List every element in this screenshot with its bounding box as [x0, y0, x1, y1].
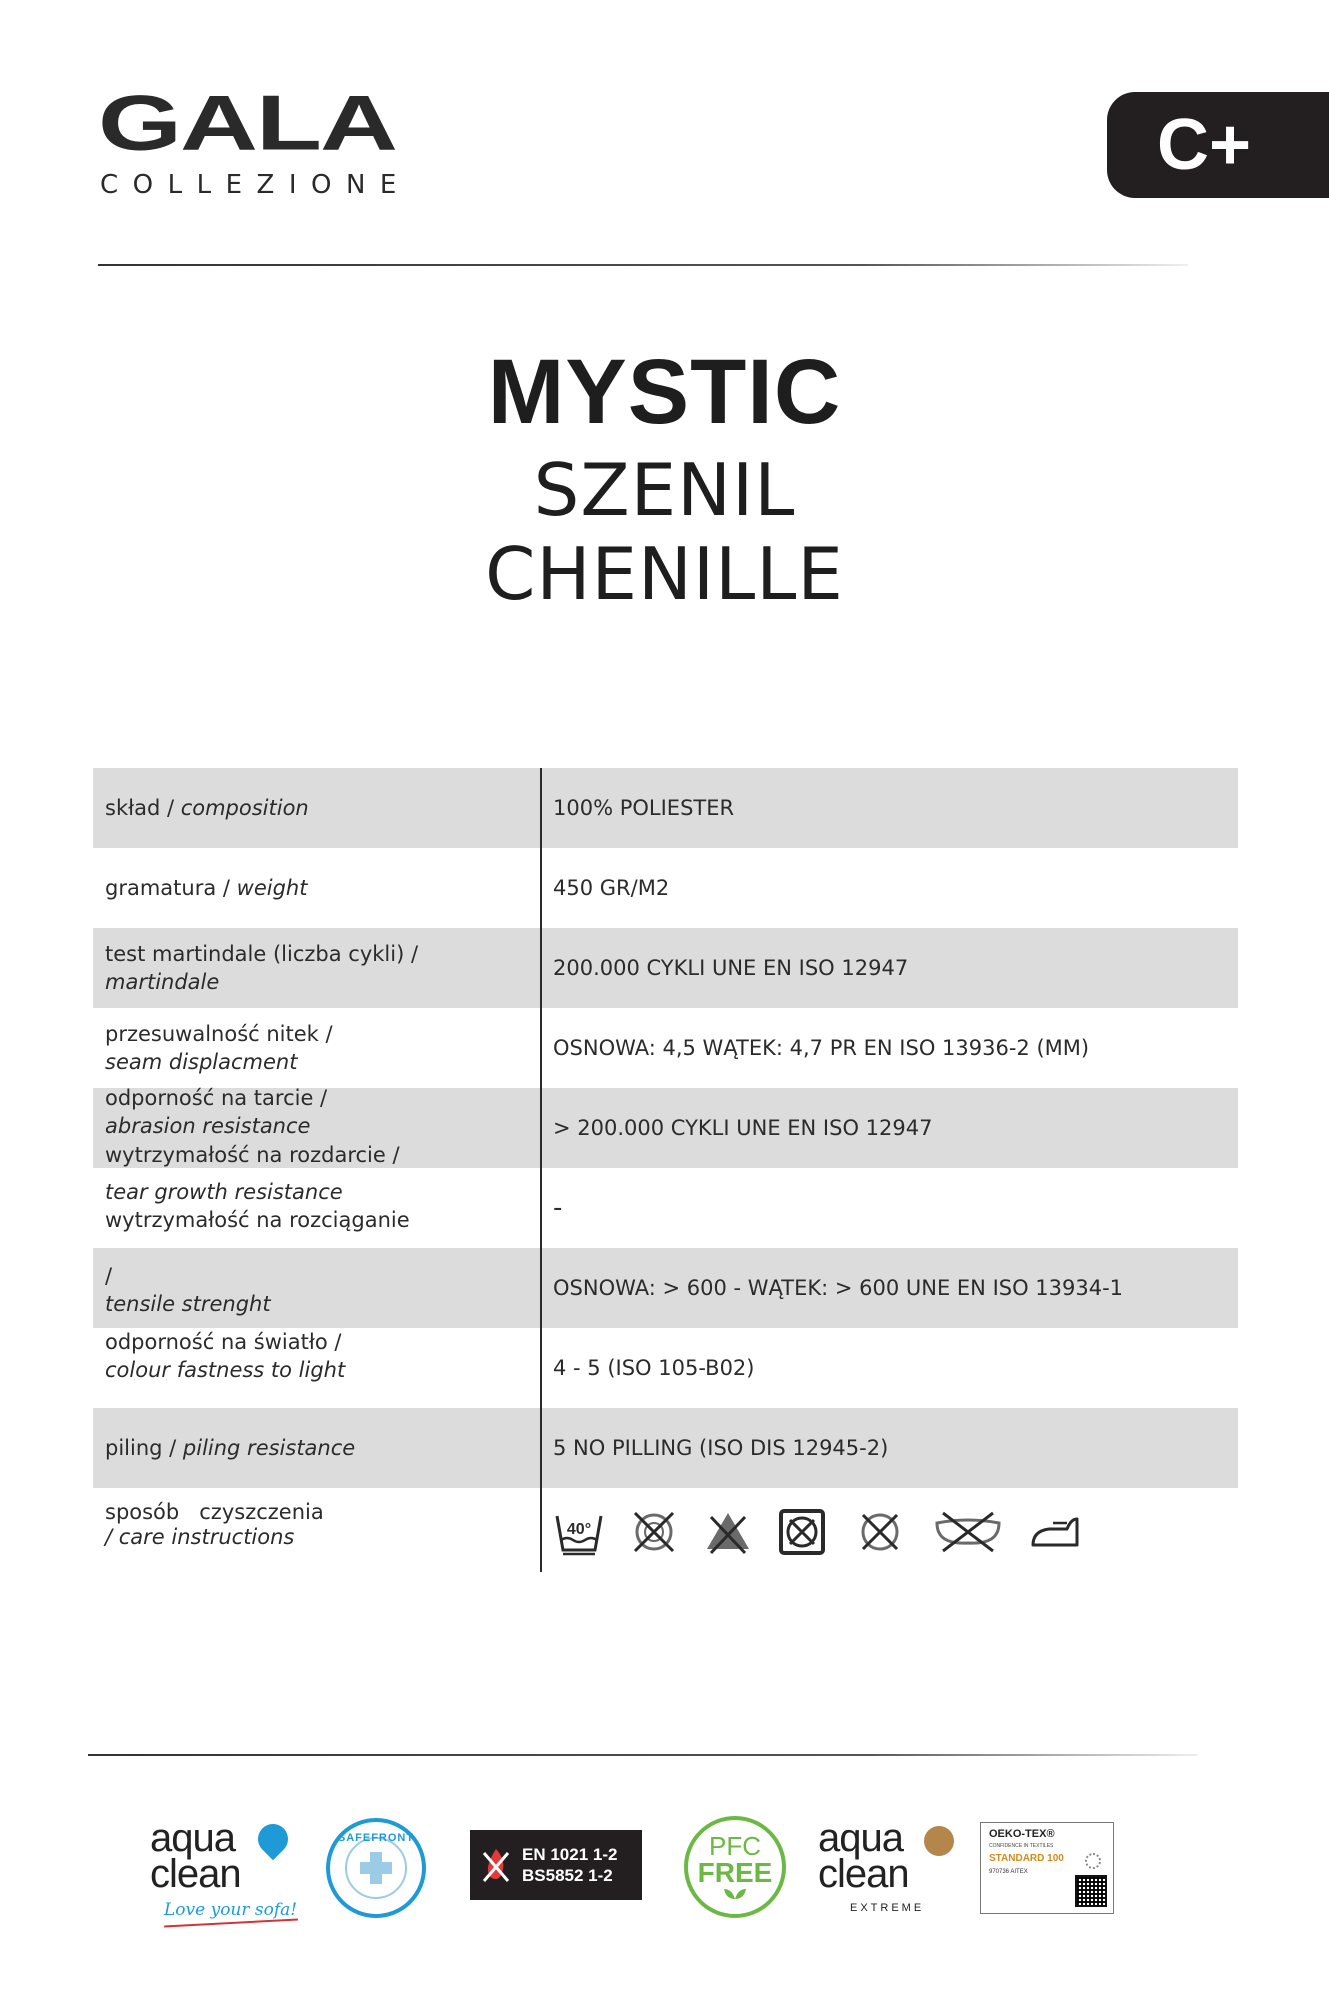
table-row-care	[93, 1488, 1238, 1572]
oeko-emblem-icon	[1085, 1853, 1101, 1869]
category-badge: C+	[1107, 92, 1329, 198]
leaf-icon	[720, 1887, 750, 1901]
spec-label-pl-2: wytrzymałość na rozciąganie	[105, 1208, 410, 1233]
no-chlorine-bleach-icon	[703, 1507, 753, 1557]
product-type-en: CHENILLE	[485, 532, 844, 616]
gala-logo	[98, 78, 558, 204]
aquaclean-tagline: Love your sofa!	[164, 1900, 298, 1920]
spec-label-pl: gramatura /	[105, 875, 237, 900]
oeko-standard: STANDARD 100	[989, 1853, 1064, 1864]
spec-label-en: abrasion resistance	[105, 1114, 311, 1139]
paw-icon	[924, 1826, 954, 1856]
brand-subtitle: COLLEZIONE	[100, 170, 411, 200]
table-row	[93, 1168, 1238, 1248]
spec-value: 100% POLIESTER	[553, 796, 735, 820]
spec-value: > 200.000 CYKLI UNE EN ISO 12947	[553, 1116, 933, 1140]
spec-table	[93, 768, 1238, 1572]
safefront-logo	[326, 1818, 426, 1918]
spec-label-en: tensile strenght	[105, 1292, 271, 1317]
spec-value: OSNOWA: > 600 - WĄTEK: > 600 UNE EN ISO 13934-1	[553, 1276, 1124, 1300]
qr-code-icon	[1075, 1875, 1107, 1907]
spec-value: 200.000 CYKLI UNE EN ISO 12947	[553, 956, 909, 980]
table-row	[93, 1328, 1238, 1408]
aquaclean-x-word-1: aqua	[818, 1816, 903, 1860]
care-label-en: / care instructions	[105, 1525, 295, 1550]
no-bleach-icon	[629, 1507, 679, 1557]
spec-label-en: martindale	[105, 970, 220, 994]
bottom-divider	[88, 1754, 1198, 1756]
table-row	[93, 848, 1238, 928]
spec-value: -	[553, 1193, 563, 1223]
safefront-label: SAFEFRONT	[337, 1832, 415, 1844]
oeko-number: 970736 AITEX	[989, 1869, 1028, 1875]
product-type-pl: SZENIL	[533, 448, 796, 532]
safefront-emblem-icon	[345, 1837, 407, 1899]
oeko-tex-label	[980, 1822, 1114, 1914]
table-row	[93, 1088, 1238, 1168]
spec-label-en: seam displacment	[105, 1050, 298, 1074]
spec-value: OSNOWA: 4,5 WĄTEK: 4,7 PR EN ISO 13936-2 (MM)	[553, 1036, 1090, 1060]
no-tumble-dry-icon	[777, 1507, 827, 1557]
en-standard: EN 1021 1-2	[522, 1844, 618, 1864]
fire-standard-badge	[470, 1830, 642, 1900]
care-label-pl: sposób czyszczenia	[105, 1500, 324, 1524]
table-row	[93, 928, 1238, 1008]
iron-low-icon	[1027, 1507, 1087, 1557]
table-row	[93, 1248, 1238, 1328]
spec-label-pl: piling /	[105, 1435, 183, 1460]
table-row	[93, 1008, 1238, 1088]
spec-label-en: piling resistance	[182, 1435, 356, 1460]
wash-40-icon	[553, 1506, 605, 1558]
product-name: MYSTIC	[487, 341, 842, 443]
spec-label-pl: przesuwalność nitek /	[105, 1021, 333, 1046]
oeko-title: OEKO-TEX®	[989, 1828, 1055, 1840]
aquaclean-extreme-logo	[818, 1816, 968, 1930]
spec-value: 4 - 5 (ISO 105-B02)	[553, 1356, 755, 1380]
spec-label-en: weight	[236, 875, 308, 900]
brand-name: GALA	[98, 78, 396, 167]
spec-label-pl: skład /	[105, 795, 181, 820]
svg-text:40°: 40°	[566, 1521, 592, 1538]
aquaclean-word-1: aqua	[150, 1816, 235, 1860]
table-column-divider	[540, 768, 542, 1572]
pfc-label: PFC	[709, 1831, 761, 1861]
top-divider	[98, 264, 1188, 266]
spec-label-en: tear growth resistance	[105, 1180, 343, 1204]
spec-label-pl: test martindale (liczba cykli) /	[105, 941, 419, 966]
spec-value: 450 GR/M2	[553, 876, 670, 900]
flame-crossed-icon	[470, 1830, 522, 1900]
pfc-free-logo	[684, 1816, 786, 1918]
aquaclean-word-2: clean	[150, 1852, 241, 1896]
table-row	[93, 768, 1238, 848]
spec-label-pl: odporność na tarcie /	[105, 1086, 328, 1110]
oeko-tagline: CONFIDENCE IN TEXTILES	[989, 1843, 1054, 1849]
table-row	[93, 1408, 1238, 1488]
spec-label-pl: /	[105, 1264, 113, 1288]
no-wring-icon	[933, 1507, 1003, 1557]
spec-value: 5 NO PILLING (ISO DIS 12945-2)	[553, 1436, 889, 1460]
no-dry-clean-icon	[851, 1507, 909, 1557]
cross-icon	[358, 1850, 394, 1886]
bs-standard: BS5852 1-2	[522, 1866, 613, 1885]
aquaclean-logo	[150, 1816, 300, 1930]
care-icons	[553, 1502, 1087, 1558]
spec-label-pl: odporność na światło /	[105, 1330, 342, 1354]
extreme-label: EXTREME	[850, 1902, 925, 1914]
spec-label-pl-2: wytrzymałość na rozdarcie /	[105, 1142, 400, 1167]
spec-label-en: colour fastness to light	[105, 1358, 346, 1383]
aquaclean-x-word-2: clean	[818, 1852, 909, 1896]
free-label: FREE	[697, 1857, 773, 1888]
spec-label-en: composition	[180, 795, 309, 820]
